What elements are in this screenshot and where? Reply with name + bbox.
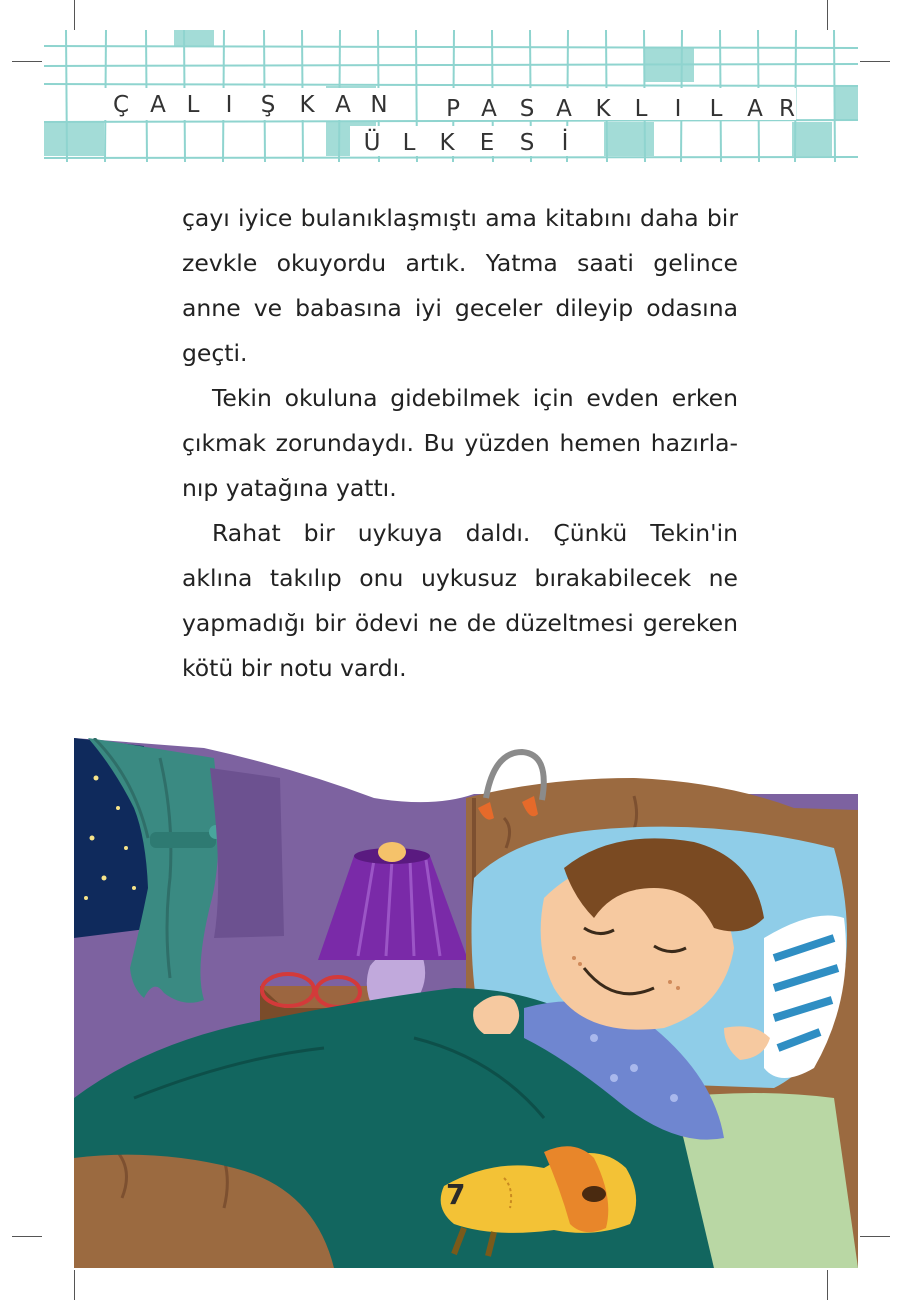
- crop-mark: [827, 1270, 828, 1300]
- crop-mark: [12, 61, 42, 62]
- crop-mark: [827, 0, 828, 30]
- crop-mark: [74, 1270, 75, 1300]
- title-letter: İ: [561, 130, 569, 156]
- title-letter: Ü: [363, 130, 381, 156]
- title-letter: K: [439, 130, 455, 156]
- title-letter: Ç: [112, 92, 130, 118]
- crop-mark: [860, 1236, 890, 1237]
- title-letter: S: [519, 96, 535, 122]
- title-letter: N: [370, 92, 388, 118]
- paragraph: Tekin okuluna gidebilmek için evden erken çıkmak zorundaydı. Bu yüzden hemen hazırla-nıp yatağına yattı.: [182, 384, 738, 502]
- chapter-header: [44, 30, 858, 162]
- title-letter: A: [556, 96, 572, 122]
- crop-mark: [860, 61, 890, 62]
- paragraph: çayı iyice bulanıklaşmıştı ama kitabını daha bir zevkle okuyordu artık. Yatma saati gelince anne ve babasına iyi geceler dileyip odasına geçti.: [182, 204, 738, 367]
- title-letter: A: [150, 92, 166, 118]
- title-letter: S: [519, 130, 535, 156]
- title-letter: P: [446, 96, 460, 122]
- title-letter: L: [709, 96, 723, 122]
- crop-mark: [74, 0, 75, 30]
- title-letter: Ş: [260, 92, 276, 118]
- title-letter: I: [674, 96, 682, 122]
- title-letter: I: [225, 92, 233, 118]
- title-letter: R: [779, 96, 795, 122]
- title-letter: L: [634, 96, 648, 122]
- title-letter: A: [335, 92, 351, 118]
- title-letter: A: [747, 96, 763, 122]
- bedtime-illustration: [74, 738, 858, 1268]
- title-letter: L: [402, 130, 416, 156]
- page-number: 7: [446, 1178, 466, 1211]
- title-letter: K: [595, 96, 611, 122]
- crop-mark: [12, 1236, 42, 1237]
- story-text: [182, 196, 738, 691]
- title-letter: K: [299, 92, 315, 118]
- title-letter: A: [481, 96, 497, 122]
- paragraph: Rahat bir uykuya daldı. Çünkü Tekin'in aklına takılıp onu uykusuz bırakabilecek ne yapmadığı bir ödevi ne de düzeltmesi gereken kötü bir notu vardı.: [182, 519, 738, 682]
- title-letter: L: [186, 92, 200, 118]
- title-letter: E: [479, 130, 495, 156]
